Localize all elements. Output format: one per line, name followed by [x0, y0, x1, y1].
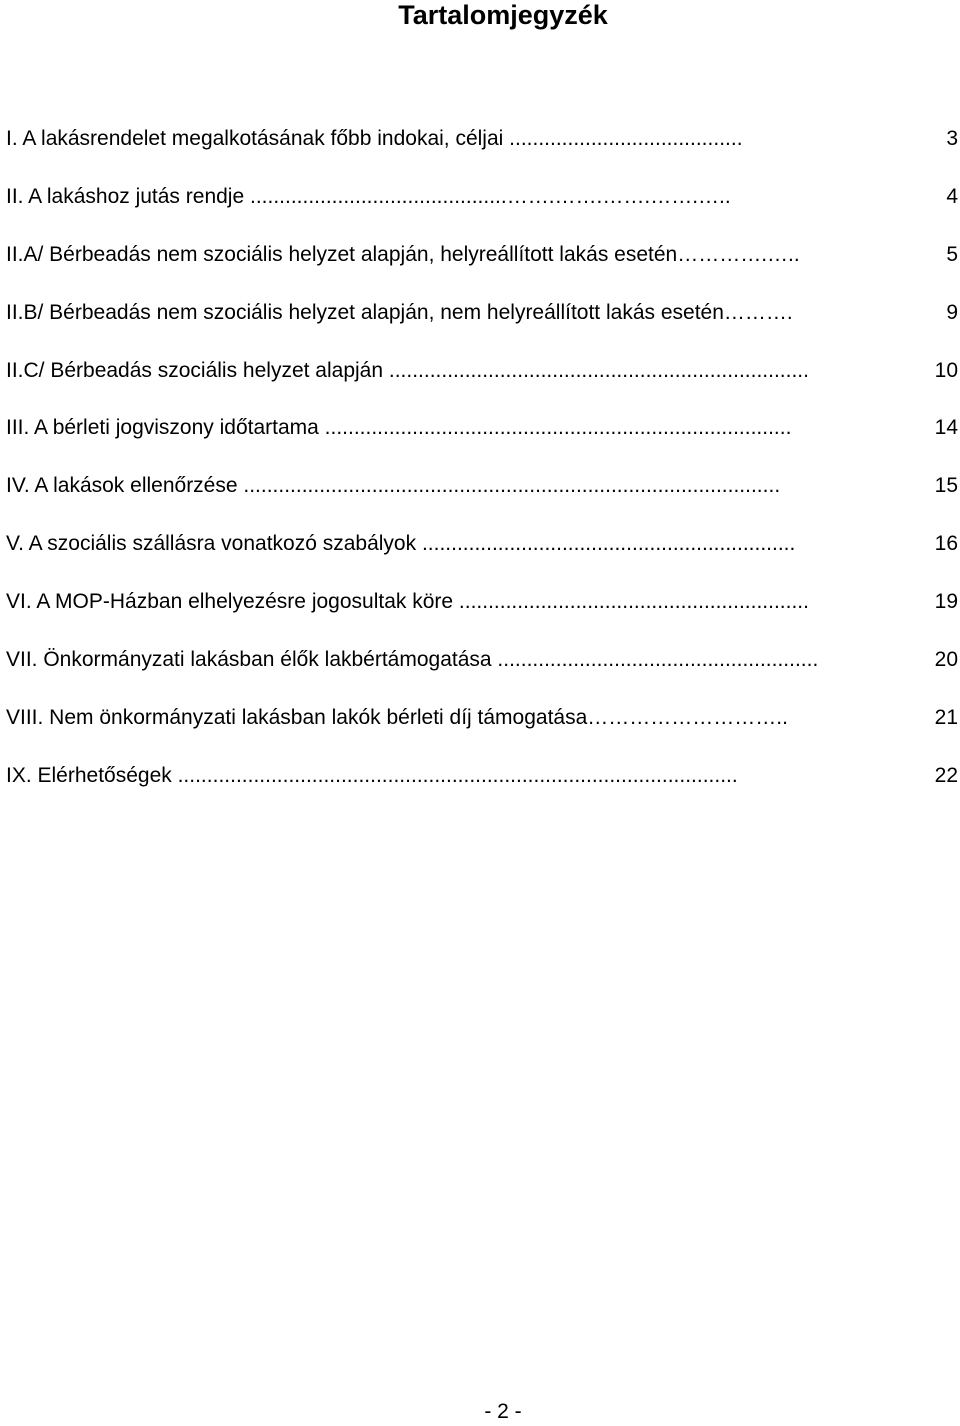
toc-entry-12[interactable] [6, 761, 958, 819]
toc-entry-text: II.C/ Bérbeadás szociális helyzet alapján ........................................................................ [6, 358, 815, 382]
toc-entry-5[interactable] [6, 356, 958, 414]
toc-entry-text: VII. Önkormányzati lakásban élők lakbértámogatása ....................................................... [6, 648, 825, 672]
toc-entry-page: 20 [935, 645, 958, 675]
page-title: Tartalomjegyzék [398, 0, 608, 30]
toc-entry-page: 4 [946, 182, 958, 212]
toc-entry-text: VI. A MOP-Házban elhelyezésre jogosultak köre ............................................................ [6, 590, 815, 614]
toc-entry-page: 5 [946, 240, 958, 270]
toc-entry-text: II.B/ Bérbeadás nem szociális helyzet alapján, nem helyreállított lakás esetén………. [6, 300, 793, 324]
toc-entry-page: 14 [935, 413, 958, 443]
table-of-contents [6, 124, 958, 819]
toc-entry-2[interactable] [6, 182, 958, 240]
toc-entry-page: 9 [946, 298, 958, 328]
toc-entry-text: III. A bérleti jogviszony időtartama ................................................................................ [6, 416, 798, 440]
toc-entry-page: 3 [946, 124, 958, 154]
toc-entry-page: 19 [935, 587, 958, 617]
toc-entry-text: II.A/ Bérbeadás nem szociális helyzet alapján, helyreállított lakás esetén………….….. [6, 242, 800, 266]
toc-entry-4[interactable] [6, 298, 958, 356]
toc-entry-1[interactable] [6, 124, 958, 182]
toc-entry-page: 21 [935, 703, 958, 733]
toc-entry-page: 16 [935, 529, 958, 559]
toc-entry-3[interactable] [6, 240, 958, 298]
toc-entry-page: 15 [935, 471, 958, 501]
toc-entry-text: II. A lakáshoz jutás rendje ............................................…….…….…….…….….. [6, 184, 731, 208]
toc-entry-10[interactable] [6, 645, 958, 703]
toc-entry-7[interactable] [6, 471, 958, 529]
toc-entry-text: VIII. Nem önkormányzati lakásban lakók bérleti díj támogatása……………………….. [6, 705, 788, 729]
toc-entry-text: IV. A lakások ellenőrzése ............................................................................................ [6, 474, 786, 498]
toc-entry-page: 10 [935, 356, 958, 386]
toc-entry-6[interactable] [6, 413, 958, 471]
toc-entry-page: 22 [935, 761, 958, 791]
toc-entry-9[interactable] [6, 587, 958, 645]
toc-entry-text: IX. Elérhetőségek ................................................................................................ [6, 763, 744, 787]
toc-entry-11[interactable] [6, 703, 958, 761]
toc-entry-text: V. A szociális szállásra vonatkozó szabályok ................................................................ [6, 532, 802, 556]
toc-entry-text: I. A lakásrendelet megalkotásának főbb indokai, céljai ........................................ [6, 127, 749, 150]
page-number: - 2 - [484, 1400, 522, 1423]
toc-entry-8[interactable] [6, 529, 958, 587]
